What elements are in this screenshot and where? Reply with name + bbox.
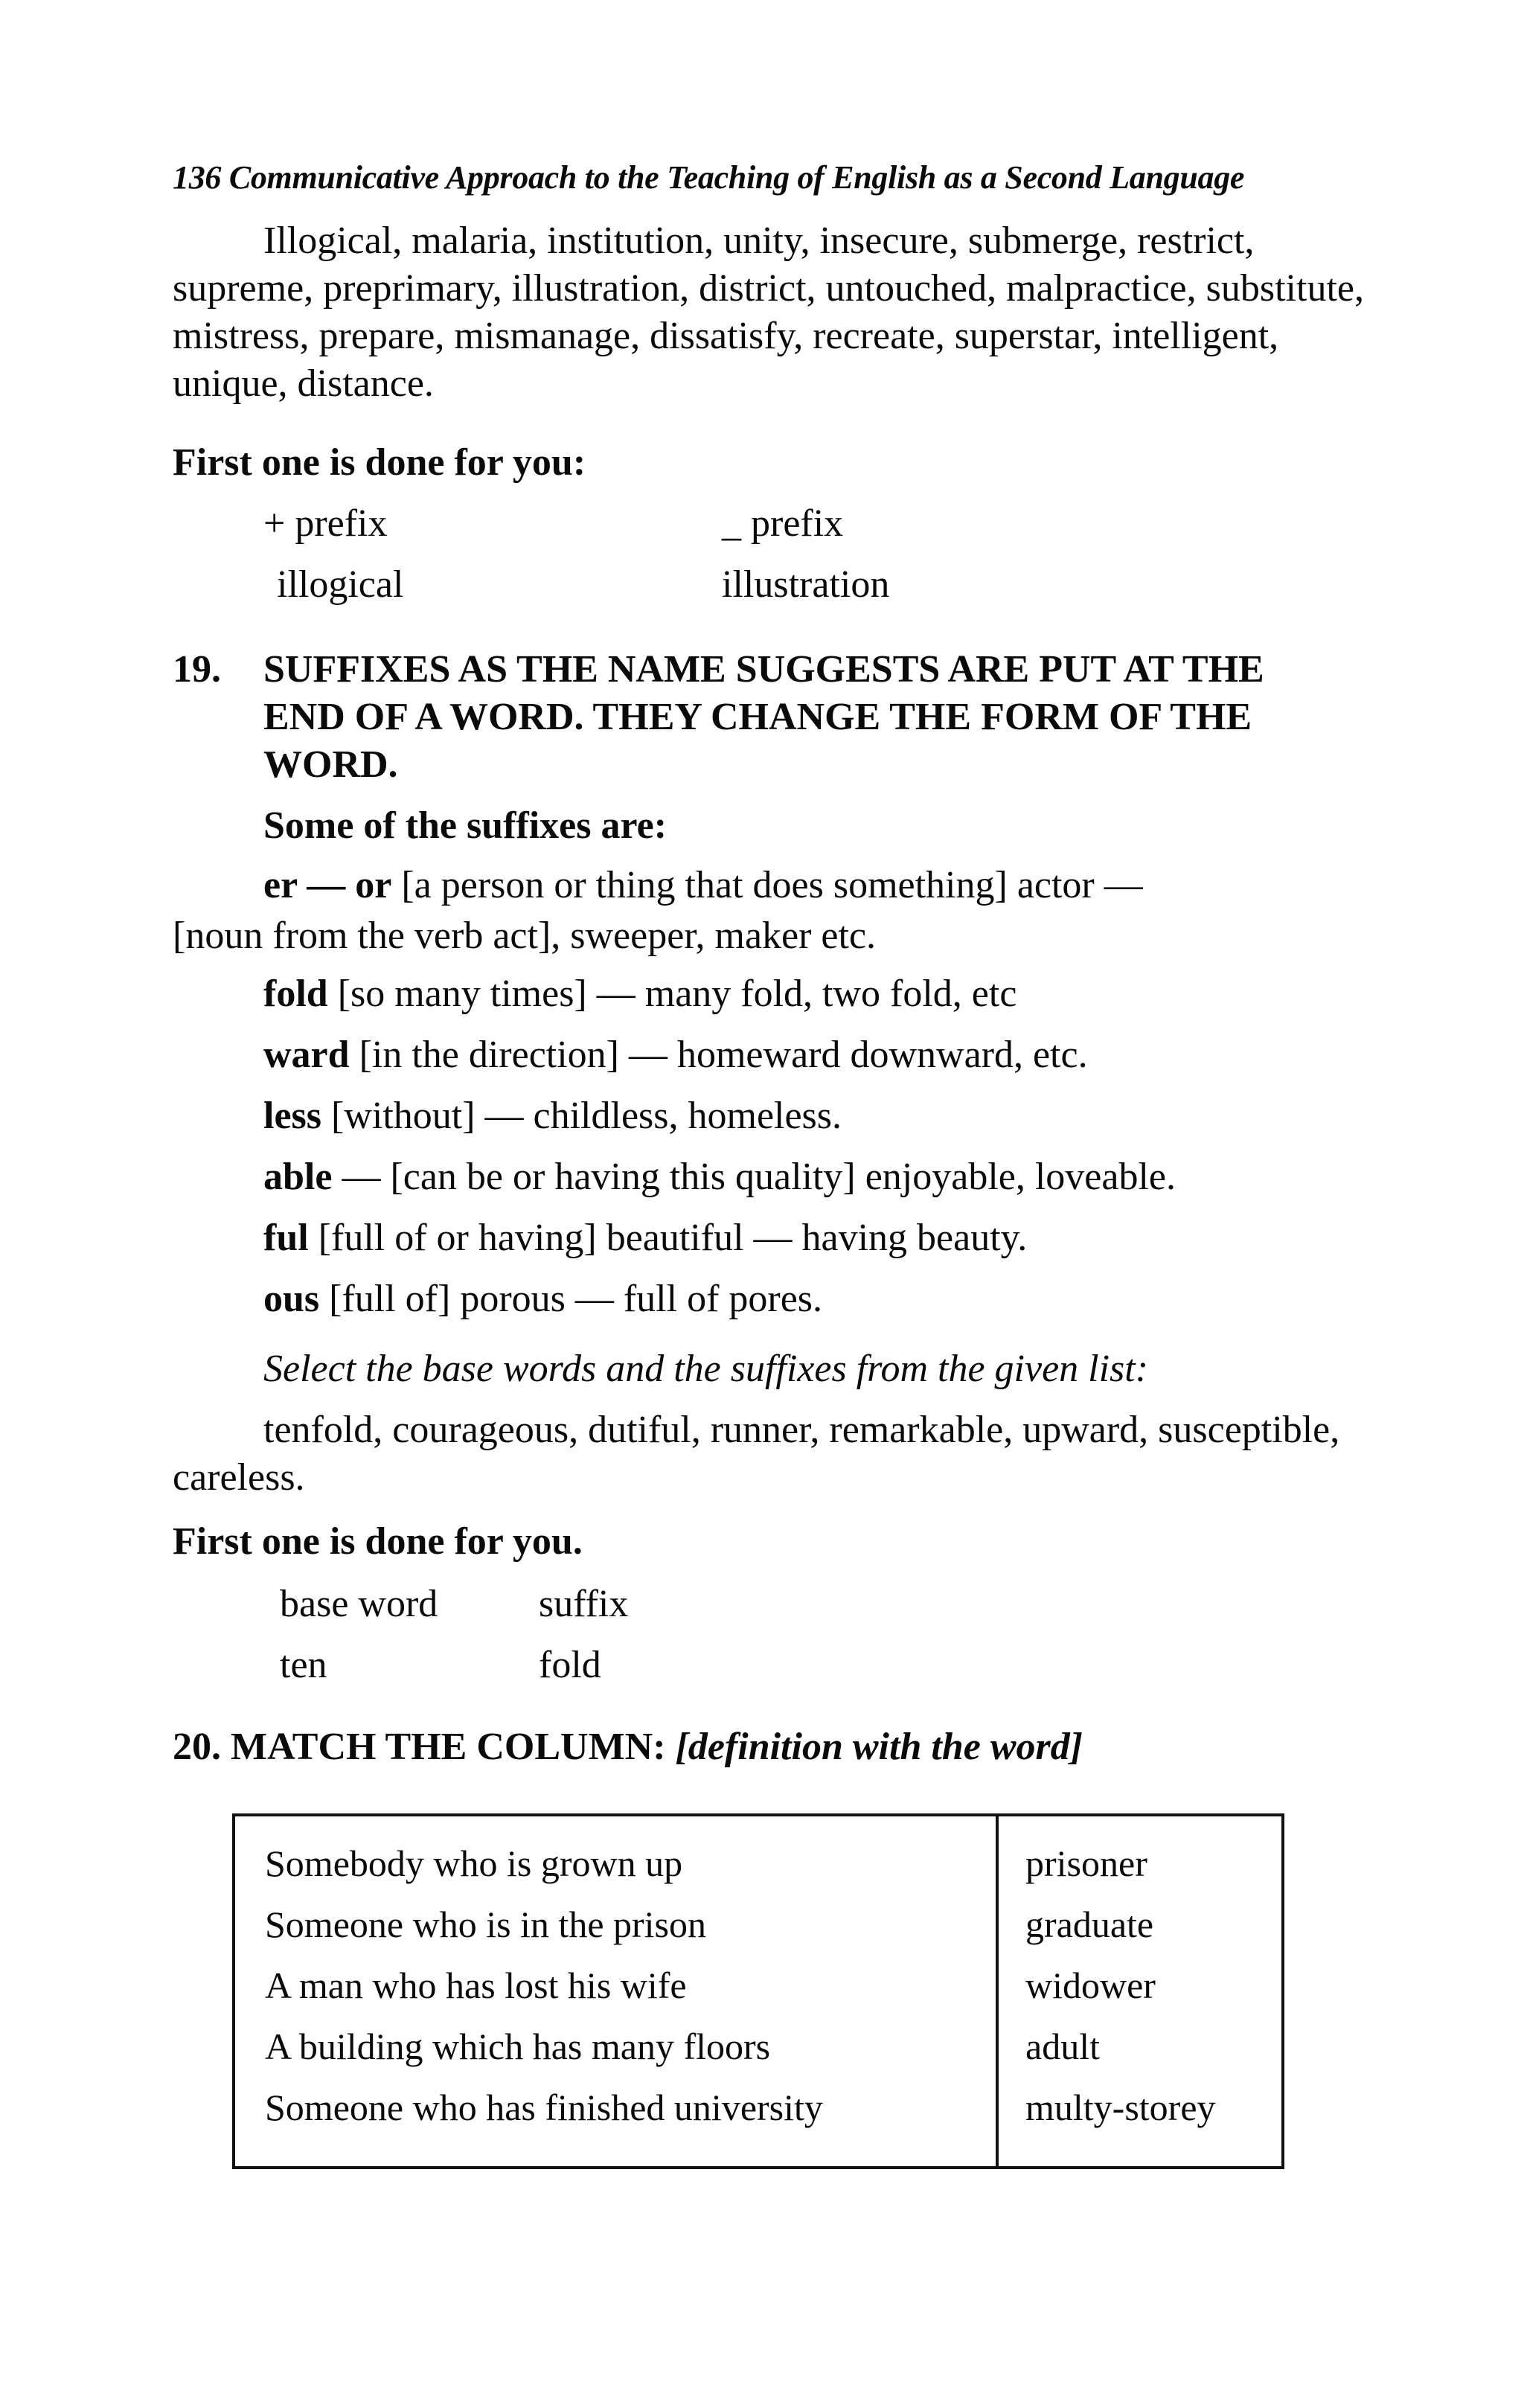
page-number: 136	[173, 159, 222, 196]
suffix-able: able — [can be or having this quality] enjoyable, loveable.	[263, 1156, 1176, 1198]
prefix-col1-header: + prefix	[263, 502, 388, 545]
suffix-less: less [without] — childless, homeless.	[263, 1095, 842, 1137]
prefix-instruction: First one is done for you:	[173, 441, 586, 484]
definition-item: Someone who is in the prison	[265, 1903, 707, 1945]
match-table	[232, 1813, 1284, 2169]
word-item: adult	[1025, 2026, 1100, 2067]
section-19-heading-line2: END OF A WORD. THEY CHANGE THE FORM OF THE	[263, 696, 1252, 738]
section-20-title: MATCH THE COLUMN:	[231, 1726, 666, 1768]
suffix-col2-example: fold	[539, 1644, 601, 1686]
words-column	[997, 1815, 1283, 2168]
word-item: prisoner	[1025, 1842, 1147, 1884]
section-19-heading-line1: SUFFIXES AS THE NAME SUGGESTS ARE PUT AT THE	[263, 648, 1264, 691]
definition-item: Somebody who is grown up	[265, 1842, 683, 1884]
prefix-word-list: Illogical, malaria, institution, unity, insecure, submerge, restrict, supreme, preprimary, illustration, district, untouched, malpractice, substitute, mistress, prepare, mismanage, dissatisfy, recreate, superstar, intelligent, unique, distance.	[173, 220, 1364, 405]
prefix-col1-example: illogical	[277, 563, 404, 606]
section-19-number: 19.	[173, 648, 221, 691]
section-20-note: [definition with the word]	[675, 1726, 1083, 1768]
prefix-col2-header: _ prefix	[722, 502, 844, 545]
suffix-ful: ful [full of or having] beautiful — having beauty.	[263, 1217, 1028, 1259]
suffix-ous: ous [full of] porous — full of pores.	[263, 1278, 823, 1320]
word-item: graduate	[1025, 1903, 1154, 1945]
suffix-er-continuation: [noun from the verb act], sweeper, maker etc.	[173, 915, 877, 957]
suffix-col1-example: ten	[280, 1644, 327, 1686]
word-item: widower	[1025, 1964, 1156, 2006]
suffix-word-list: tenfold, courageous, dutiful, runner, remarkable, upward, susceptible, careless.	[173, 1409, 1340, 1499]
definitions-column	[234, 1815, 997, 2168]
section-20-heading	[173, 1725, 1083, 1769]
suffix-er-or: er — or [a person or thing that does something] actor —	[263, 864, 1143, 906]
suffix-instruction: Select the base words and the suffixes from the given list:	[263, 1348, 1149, 1390]
running-title: Communicative Approach to the Teaching of English as a Second Language	[228, 159, 1245, 196]
suffix-col2-header: suffix	[539, 1583, 629, 1625]
definition-item: Someone who has finished university	[265, 2087, 823, 2128]
running-head	[173, 158, 1244, 196]
suffix-col1-header: base word	[280, 1583, 438, 1625]
word-item: multy-storey	[1025, 2087, 1216, 2128]
suffix-fold: fold [so many times] — many fold, two fold, etc	[263, 973, 1017, 1015]
suffix-ward: ward [in the direction] — homeward downward, etc.	[263, 1034, 1088, 1076]
suffix-subheading: Some of the suffixes are:	[263, 804, 667, 847]
definition-item: A man who has lost his wife	[265, 1964, 687, 2006]
definition-item: A building which has many floors	[265, 2026, 771, 2067]
prefix-col2-example: illustration	[722, 563, 890, 606]
section-20-number: 20.	[173, 1726, 221, 1768]
suffix-first-done: First one is done for you.	[173, 1520, 583, 1563]
section-19-heading-line3: WORD.	[263, 743, 398, 786]
